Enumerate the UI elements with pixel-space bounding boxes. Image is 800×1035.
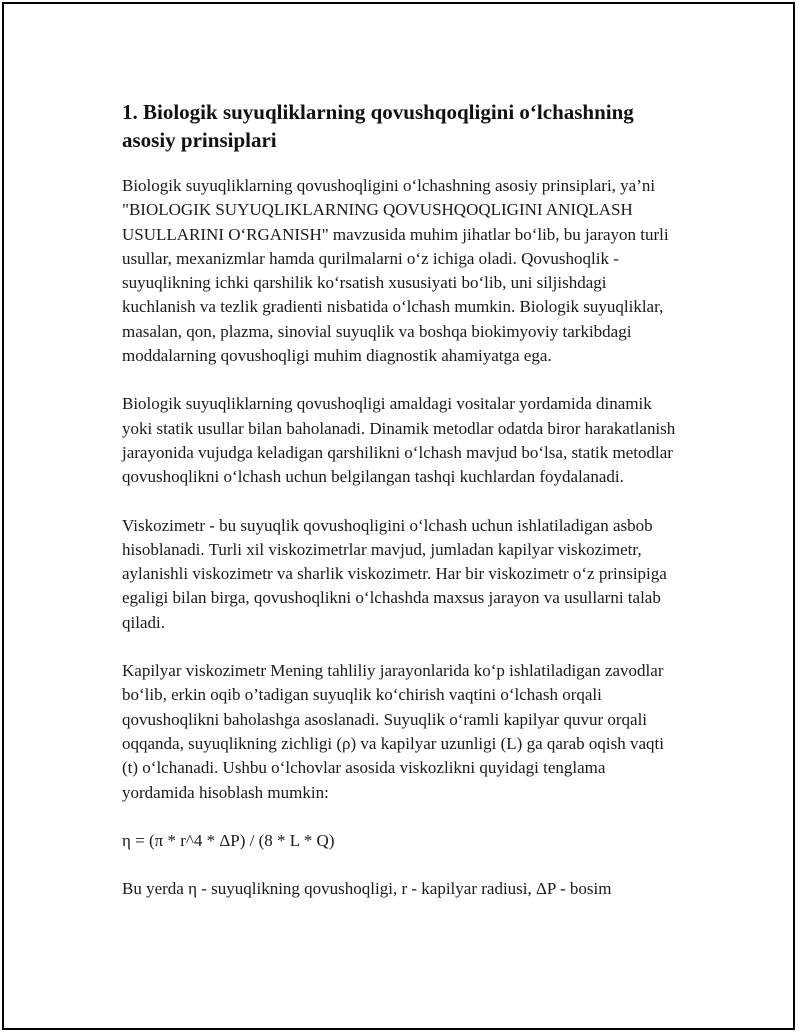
page-frame	[2, 2, 795, 1030]
paragraph-intro: Biologik suyuqliklarning qovushoqligini o‘lchashning asosiy prinsiplari, ya’ni "BIOLOGIK SUYUQLIKLARNING QOVUSHQOQLIGINI ANIQLASH USULLARINI O‘RGANISH" mavzusida muhim jihatlar bo‘lib, bu jarayon turli usullar, mexanizmlar hamda qurilmalarni o‘z ichiga oladi. Qovushoqlik - suyuqlikning ichki qarshilik ko‘rsatish xususiyati bo‘lib, uni siljishdagi kuchlanish va tezlik gradienti nisbatida o‘lchash mumkin. Biologik suyuqliklar, masalan, qon, plazma, sinovial suyuqlik va boshqa biokimyoviy tarkibdagi moddalarning qovushoqligi muhim diagnostik ahamiyatga ega.	[122, 176, 669, 366]
formula: η = (π * r^4 * ΔP) / (8 * L * Q)	[122, 830, 335, 850]
paragraph-capillary: Kapilyar viskozimetr Mening tahliliy jarayonlarida ko‘p ishlatiladigan zavodlar bo‘lib, erkin oqib o’tadigan suyuqlik ko‘chirish vaqtini o‘lchash orqali qovushoqlikni baholashga asoslanadi. Suyuqlik o‘ramli kapilyar quvur orqali oqqanda, suyuqlikning zichligi (ρ) va kapilyar uzunligi (L) ga qarab oqish vaqti (t) o‘lchanadi. Ushbu o‘lchovlar asosida viskozlikni quyidagi tenglama yordamida hisoblash mumkin:	[122, 661, 664, 802]
paragraph-definitions: Bu yerda η - suyuqlikning qovushoqligi, r - kapilyar radiusi, ΔP - bosim	[122, 879, 612, 899]
section-title: 1. Biologik suyuqliklarning qovushqoqligini o‘lchashning asosiy prinsiplari	[122, 100, 634, 152]
paragraph-viscometer: Viskozimetr - bu suyuqlik qovushoqligini o‘lchash uchun ishlatiladigan asbob hisoblanadi. Turli xil viskozimetrlar mavjud, jumladan kapilyar viskozimetr, aylanishli viskozimetr va sharlik viskozimetr. Har bir viskozimetr o‘z prinsipiga egaligi bilan birga, qovushoqlikni o‘lchashda maxsus jarayon va usullarni talab qiladi.	[122, 515, 667, 632]
paragraph-methods: Biologik suyuqliklarning qovushoqligi amaldagi vositalar yordamida dinamik yoki statik usullar bilan baholanadi. Dinamik metodlar odatda biror harakatlanish jarayonida vujudga keladigan qarshilikni o‘lchash mavjud bo‘lsa, statik metodlar qovushoqlikni o‘lchash uchun belgilangan tashqi kuchlardan foydalanadi.	[122, 394, 676, 487]
document-body	[122, 98, 682, 925]
